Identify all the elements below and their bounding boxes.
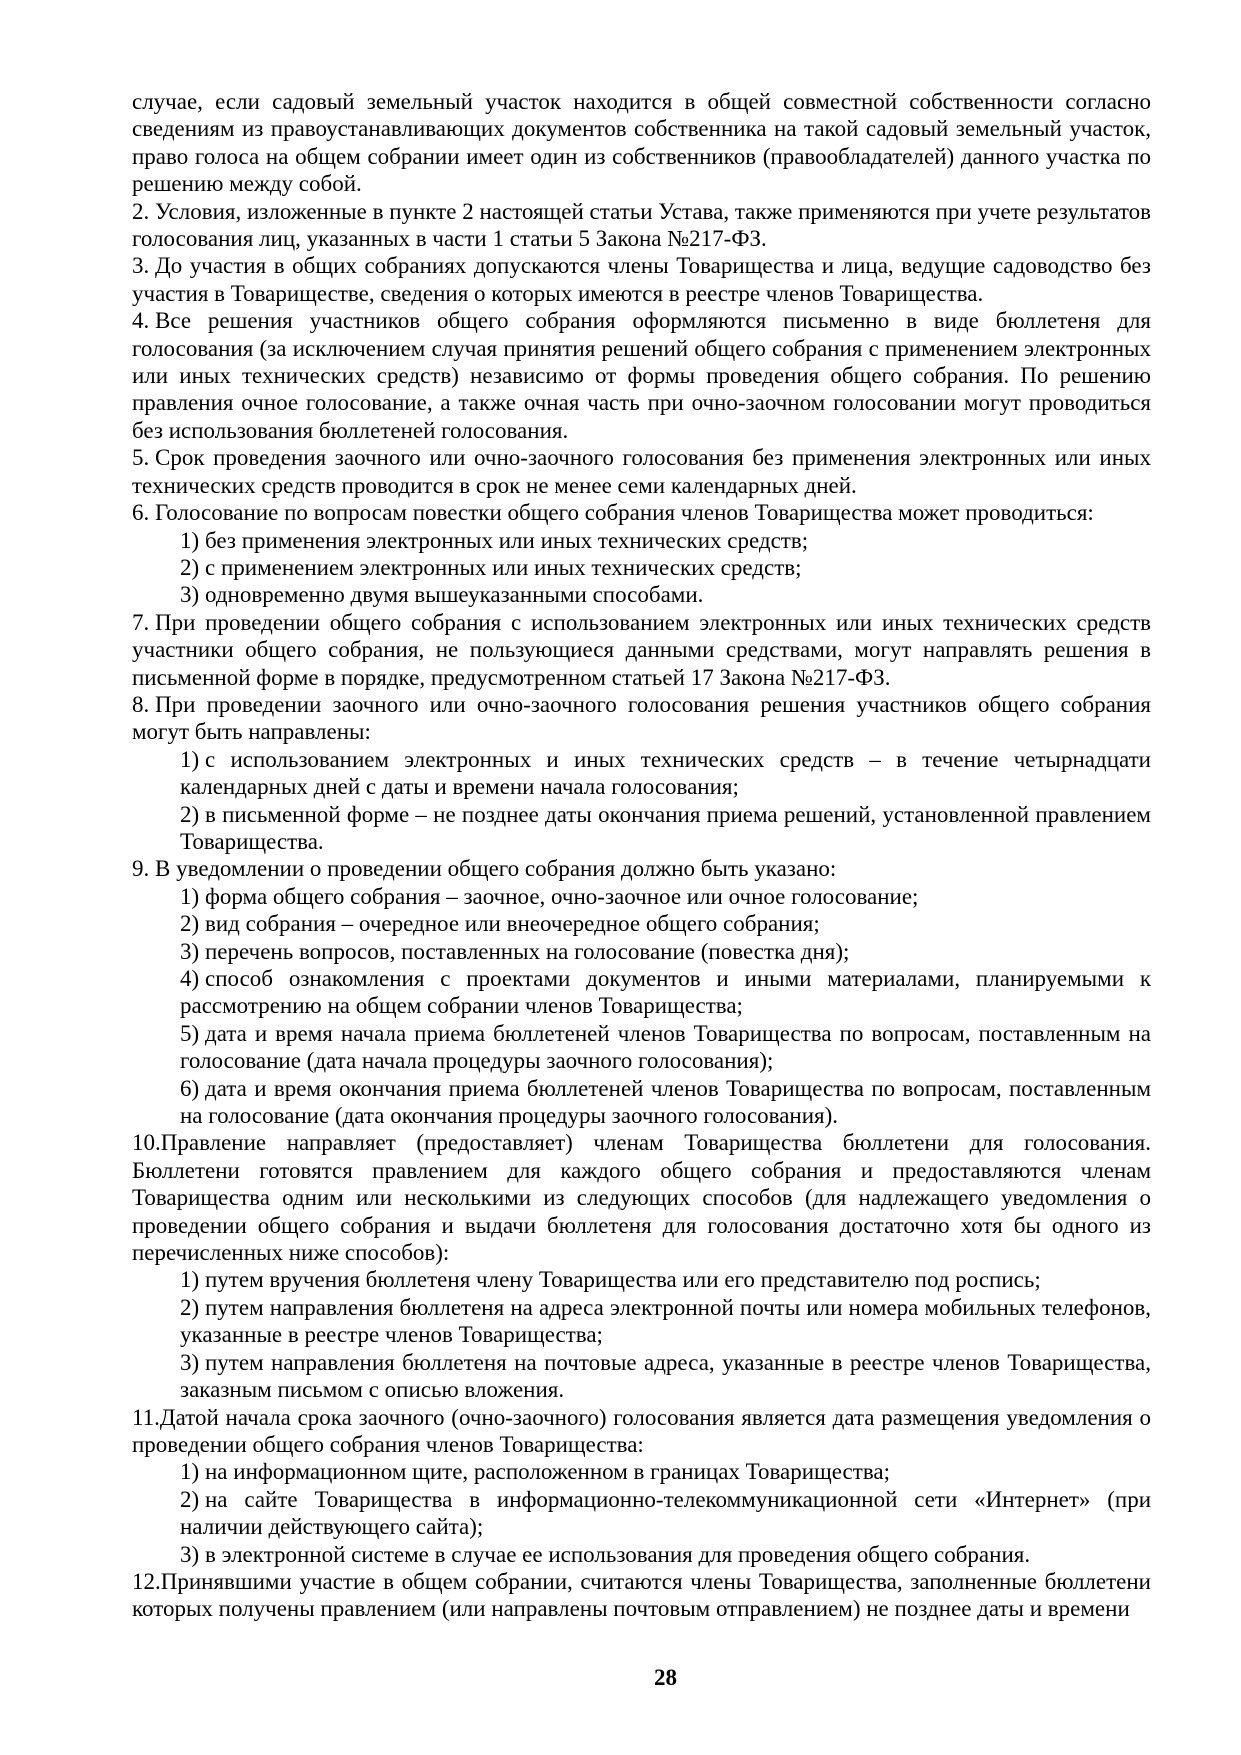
item-marker: 2)	[180, 801, 200, 827]
paragraph: 11.Датой начала срока заочного (очно-заочного) голосования является дата размещения уведомления о проведении общего собрания членов Товарищества:	[132, 1404, 1151, 1457]
list-item: 4) способ ознакомления с проектами документов и иными материалами, планируемыми к рассмотрению на общем собрании членов Товарищества;	[180, 966, 1151, 1019]
paragraph: 8. При проведении заочного или очно-заочного голосования решения участников общего собрания могут быть направлены:	[132, 691, 1151, 745]
page-number: 28	[654, 1665, 677, 1690]
item-marker: 3.	[132, 253, 150, 279]
item-marker: 10.	[132, 1130, 161, 1156]
item-marker: 6)	[180, 1075, 200, 1101]
list-item: 1) путем вручения бюллетеня члену Товарищества или его представителю под роспись;	[180, 1267, 1041, 1293]
list-item: 1) с использованием электронных и иных технических средств – в течение четырнадцати календарных дней с даты и времени начала голосования;	[180, 746, 1151, 800]
list-item: 3) одновременно двумя вышеуказанными способами.	[180, 582, 704, 608]
paragraph: 6. Голосование по вопросам повестки общего собрания членов Товарищества может проводиться:	[132, 500, 1094, 526]
document-body	[132, 88, 1151, 1623]
paragraph: 9. В уведомлении о проведении общего собрания должно быть указано:	[132, 856, 837, 882]
item-marker: 1)	[180, 1459, 200, 1485]
item-marker: 3)	[180, 1541, 200, 1567]
list-item: 1) на информационном щите, расположенном в границах Товарищества;	[180, 1459, 890, 1485]
item-marker: 8.	[132, 691, 150, 717]
list-item: 2) в письменной форме – не позднее даты окончания приема решений, установленной правлением Товарищества.	[180, 801, 1151, 854]
list-item: 2) на сайте Товарищества в информационно-телекоммуникационной сети «Интернет» (при наличии действующего сайта);	[180, 1486, 1151, 1540]
list-item: 2) вид собрания – очередное или внеочередное общего собрания;	[180, 911, 820, 937]
paragraph: 4. Все решения участников общего собрания оформляются письменно в виде бюллетеня для голосования (за исключением случая принятия решений общего собрания с применением электронных или иных технических средств) независимо от формы проведения общего собрания. По решению правления очное голосование, а также очная часть при очно-заочном голосовании могут проводиться без использования бюллетеней голосования.	[132, 308, 1151, 443]
paragraph: 7. При проведении общего собрания с использованием электронных или иных технических средств участники общего собрания, не пользующиеся данными средствами, могут направлять решения в письменной форме в порядке, предусмотренном статьей 17 Закона №217-ФЗ.	[132, 609, 1151, 690]
item-marker: 1)	[180, 746, 200, 772]
item-marker: 2)	[180, 1294, 200, 1320]
item-marker: 2)	[180, 1486, 200, 1512]
item-marker: 2)	[180, 911, 200, 937]
list-item: 6) дата и время окончания приема бюллетеней членов Товарищества по вопросам, поставленным на голосование (дата окончания процедуры заочного голосования).	[180, 1075, 1151, 1129]
paragraph: 10.Правление направляет (предоставляет) членам Товарищества бюллетени для голосования. Бюллетени готовятся правлением для каждого общего собрания и предоставляются членам Товарищества одним или несколькими из следующих способов (для надлежащего уведомления о проведении общего собрания и выдачи бюллетеня для голосования достаточно хотя бы одного из перечисленных ниже способов):	[132, 1130, 1151, 1266]
item-marker: 5)	[180, 1020, 200, 1046]
list-item: 3) в электронной системе в случае ее использования для проведения общего собрания.	[180, 1541, 1031, 1567]
item-marker: 4)	[180, 966, 200, 991]
item-marker: 1)	[180, 883, 200, 909]
item-marker: 3)	[180, 1349, 200, 1375]
item-marker: 1)	[180, 1267, 200, 1293]
item-marker: 5.	[132, 445, 150, 471]
item-marker: 3)	[180, 938, 200, 964]
item-marker: 3)	[180, 582, 200, 608]
list-item: 1) форма общего собрания – заочное, очно-заочное или очное голосование;	[180, 883, 919, 909]
item-marker: 4.	[132, 308, 150, 334]
list-item: 5) дата и время начала приема бюллетеней членов Товарищества по вопросам, поставленным на голосование (дата начала процедуры заочного голосования);	[180, 1020, 1151, 1074]
item-marker: 2)	[180, 554, 200, 580]
list-item: 2) путем направления бюллетеня на адреса электронной почты или номера мобильных телефонов, указанные в реестре членов Товарищества;	[180, 1294, 1151, 1348]
list-item: 3) путем направления бюллетеня на почтовые адреса, указанные в реестре членов Товарищества, заказным письмом с описью вложения.	[180, 1349, 1151, 1403]
item-marker: 9.	[132, 856, 150, 882]
paragraph: случае, если садовый земельный участок находится в общей совместной собственности согласно сведениям из правоустанавливающих документов собственника на такой садовый земельный участок, право голоса на общем собрании имеет один из собственников (правообладателей) данного участка по решению между собой.	[132, 89, 1151, 197]
list-item: 3) перечень вопросов, поставленных на голосование (повестка дня);	[180, 938, 850, 964]
list-item: 2) с применением электронных или иных технических средств;	[180, 554, 802, 580]
list-item: 1) без применения электронных или иных технических средств;	[180, 527, 809, 553]
item-marker: 6.	[132, 500, 150, 526]
item-marker: 2.	[132, 198, 150, 224]
item-marker: 1)	[180, 527, 200, 553]
paragraph: 3. До участия в общих собраниях допускаются члены Товарищества и лица, ведущие садоводство без участия в Товариществе, сведения о которых имеются в реестре членов Товарищества.	[132, 253, 1151, 306]
paragraph: 12.Принявшими участие в общем собрании, считаются члены Товарищества, заполненные бюллетени которых получены правлением (или направлены почтовым отправлением) не позднее даты и времени	[132, 1568, 1151, 1622]
item-marker: 7.	[132, 609, 150, 635]
paragraph: 5. Срок проведения заочного или очно-заочного голосования без применения электронных или иных технических средств проводится в срок не менее семи календарных дней.	[132, 445, 1151, 498]
item-marker: 12.	[132, 1568, 161, 1594]
item-marker: 11.	[132, 1404, 160, 1430]
paragraph: 2. Условия, изложенные в пункте 2 настоящей статьи Устава, также применяются при учете результатов голосования лиц, указанных в части 1 статьи 5 Закона №217-ФЗ.	[132, 198, 1151, 252]
